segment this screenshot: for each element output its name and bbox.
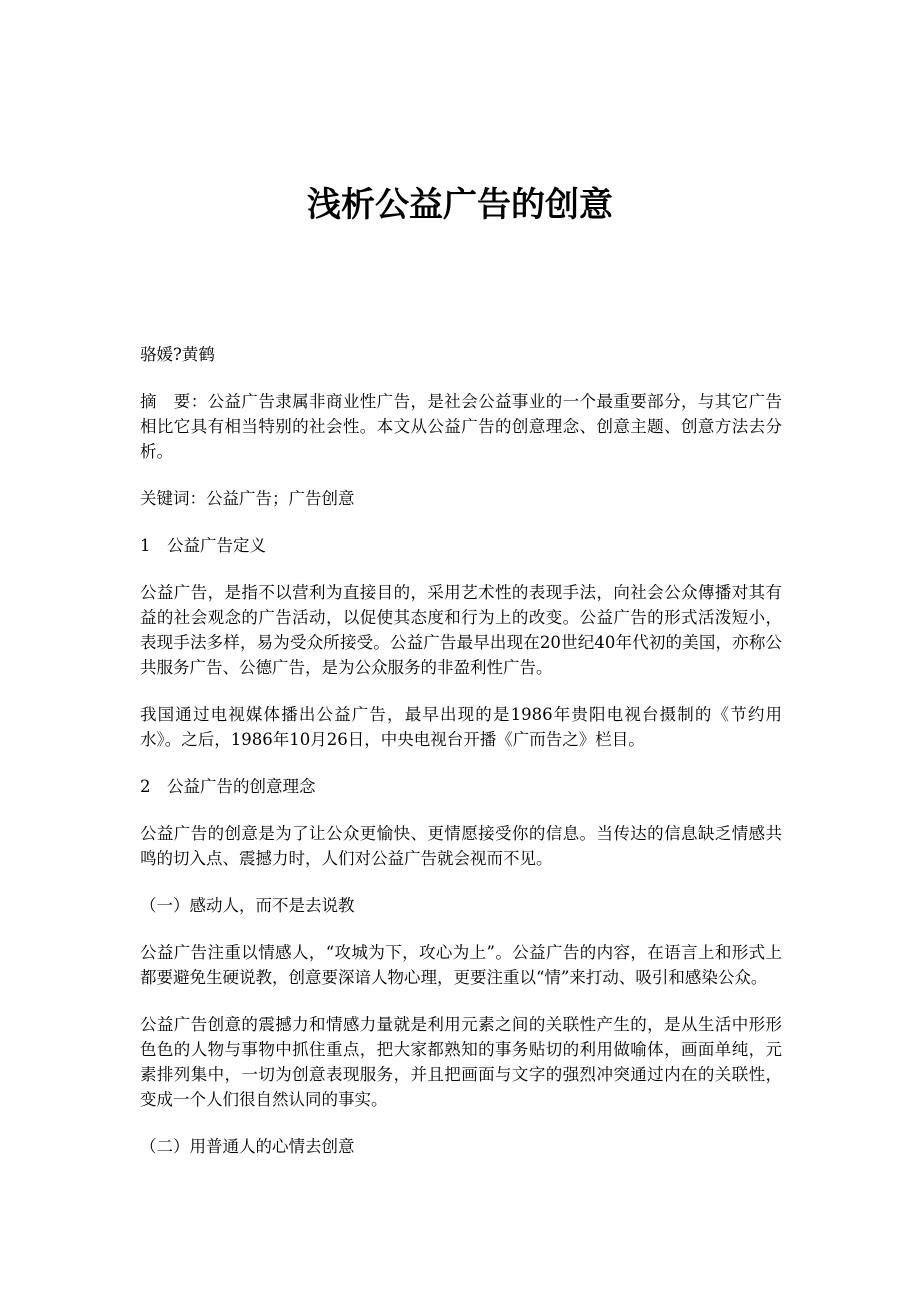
section-1-paragraph-2: 我国通过电视媒体播出公益广告，最早出现的是1986年贵阳电视台摄制的《节约用水》。之后，1986年10月26日，中央电视台开播《广而告之》栏目。 (140, 705, 782, 749)
section-2-heading: 2 公益广告的创意理念 (140, 777, 316, 796)
abstract-paragraph: 摘 要：公益广告隶属非商业性广告，是社会公益事业的一个最重要部分，与其它广告相比它具有相当特别的社会性。本文从公益广告的创意理念、创意主题、创意方法去分析。 (140, 392, 782, 461)
document-body (140, 342, 782, 1181)
subsection-2-heading: （二）用普通人的心情去创意 (140, 1137, 355, 1156)
document-title: 浅析公益广告的创意 (307, 185, 613, 225)
section-2-paragraph-1: 公益广告的创意是为了让公众更愉快、更情愿接受你的信息。当传达的信息缺乏情感共鸣的切入点、震撼力时，人们对公益广告就会视而不见。 (140, 824, 782, 868)
subsection-1-paragraph-1: 公益广告注重以情感人，“攻城为下，攻心为上”。公益广告的内容，在语言上和形式上都要避免生硬说教，创意要深谙人物心理，更要注重以“情”来打动、吸引和感染公众。 (140, 943, 782, 987)
section-1-paragraph-1: 公益广告，是指不以营利为直接目的，采用艺术性的表现手法，向社会公众傳播对其有益的社会观念的广告活动，以促使其态度和行为上的改变。公益广告的形式活泼短小，表现手法多样，易为受众所接受。公益广告最早出现在20世纪40年代初的美国，亦称公共服务广告、公德广告，是为公众服务的非盈利性广告。 (140, 583, 782, 677)
subsection-1-paragraph-2: 公益广告创意的震撼力和情感力量就是利用元素之间的关联性产生的，是从生活中形形色色的人物与事物中抓住重点，把大家都熟知的事务贴切的利用做喻体，画面单纯，元素排列集中，一切为创意表现服务，并且把画面与文字的强烈冲突通过内在的关联性，变成一个人们很自然认同的事实。 (140, 1015, 782, 1109)
subsection-1-heading: （一）感动人，而不是去说教 (140, 896, 355, 915)
keywords-line: 关键词：公益广告；广告创意 (140, 489, 355, 508)
section-1-heading: 1 公益广告定义 (140, 536, 266, 555)
authors-line: 骆媛?黄鹤 (140, 345, 215, 364)
